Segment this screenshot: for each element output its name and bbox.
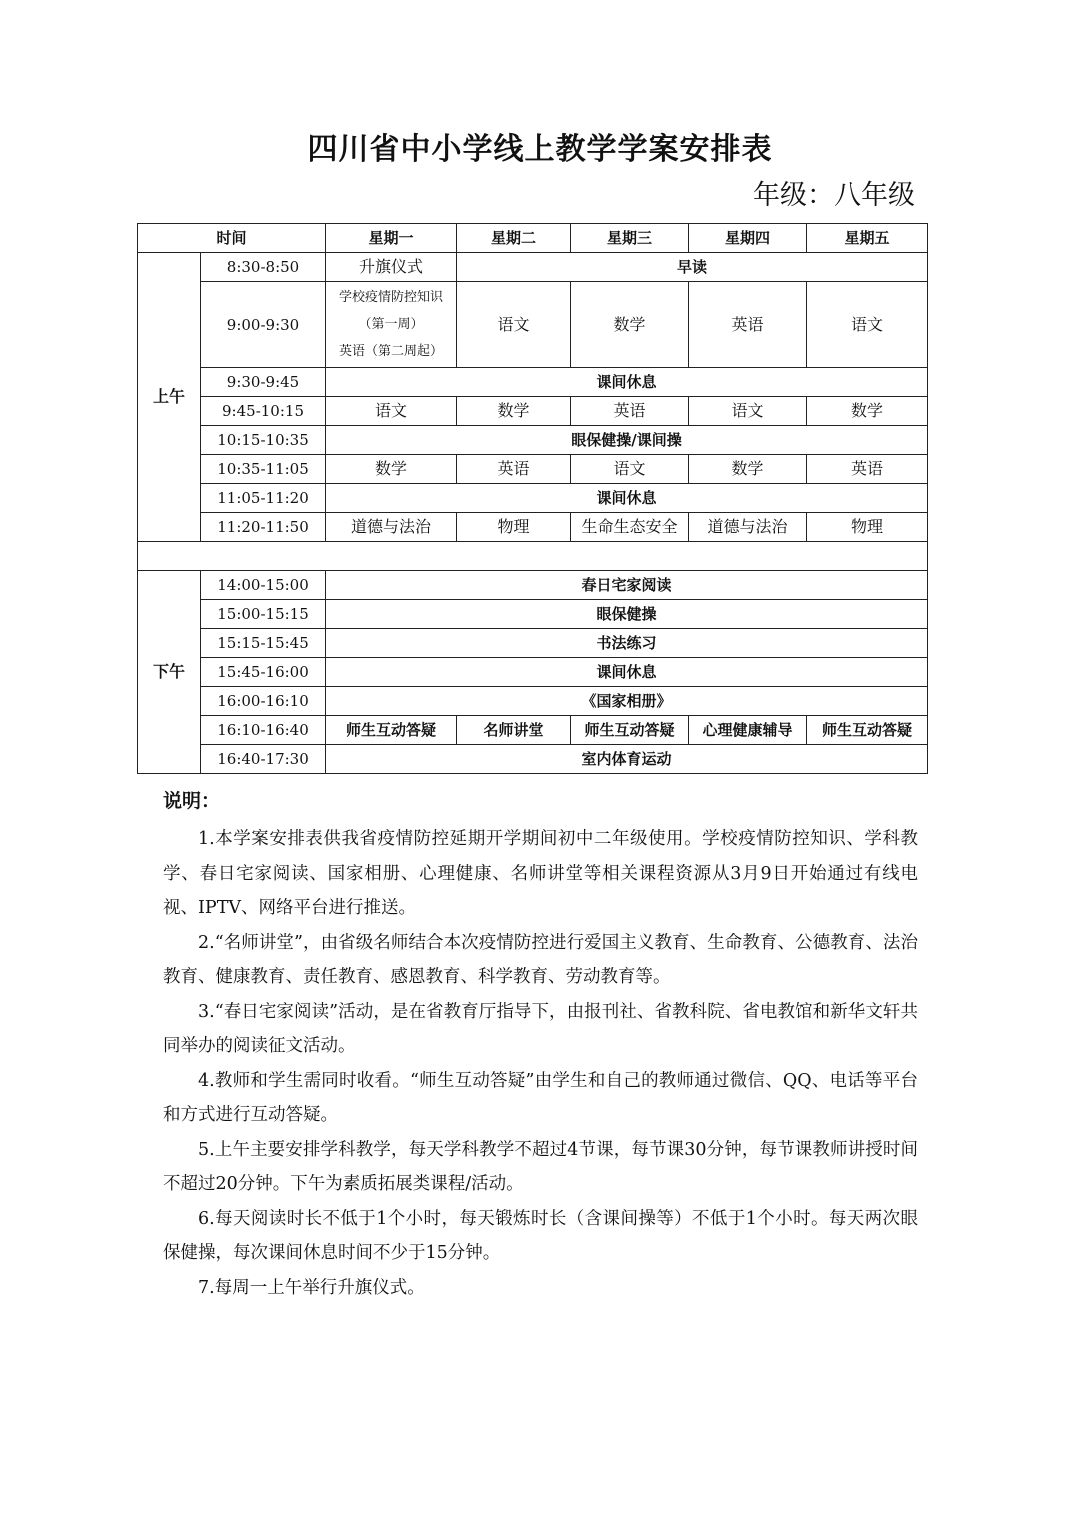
time-cell: 15:00-15:15: [201, 600, 326, 629]
cell-monday: 道德与法治: [326, 513, 457, 542]
span-cell: 《国家相册》: [326, 687, 928, 716]
time-cell: 11:05-11:20: [201, 484, 326, 513]
cell-wednesday: 数学: [571, 282, 689, 368]
time-cell: 11:20-11:50: [201, 513, 326, 542]
time-cell: 16:00-16:10: [201, 687, 326, 716]
cell-line: （第一周）: [358, 317, 424, 332]
schedule-table: [137, 223, 928, 774]
span-cell: 室内体育运动: [326, 745, 928, 774]
cell-tuesday: 英语: [457, 455, 571, 484]
span-cell: 课间休息: [326, 368, 928, 397]
table-row: [138, 397, 928, 426]
table-row: [138, 629, 928, 658]
time-cell: 10:35-11:05: [201, 455, 326, 484]
cell-wednesday: 生命生态安全: [571, 513, 689, 542]
span-cell: 春日宅家阅读: [326, 571, 928, 600]
cell-thursday: 心理健康辅导: [689, 716, 807, 745]
cell-wednesday: 英语: [571, 397, 689, 426]
cell-friday: 物理: [807, 513, 928, 542]
cell-monday: [326, 282, 457, 368]
time-cell: 8:30-8:50: [201, 253, 326, 282]
header-wednesday: 星期三: [571, 224, 689, 253]
notes-list: [163, 822, 918, 1305]
header-monday: 星期一: [326, 224, 457, 253]
span-cell: 眼保健操: [326, 600, 928, 629]
time-cell: 9:00-9:30: [201, 282, 326, 368]
cell-tuesday: 物理: [457, 513, 571, 542]
span-cell: 眼保健操/课间操: [326, 426, 928, 455]
cell-line: 学校疫情防控知识: [339, 290, 444, 305]
time-cell: 14:00-15:00: [201, 571, 326, 600]
time-cell: 10:15-10:35: [201, 426, 326, 455]
page-title: 四川省中小学线上教学学案安排表: [307, 132, 773, 167]
table-row: [138, 484, 928, 513]
time-cell: 9:45-10:15: [201, 397, 326, 426]
note-item: 2.“名师讲堂”，由省级名师结合本次疫情防控进行爱国主义教育、生命教育、公德教育、法治教育、健康教育、责任教育、感恩教育、科学教育、劳动教育等。: [163, 932, 918, 987]
cell-thursday: 英语: [689, 282, 807, 368]
cell-friday: 语文: [807, 282, 928, 368]
cell-thursday: 语文: [689, 397, 807, 426]
time-cell: 16:10-16:40: [201, 716, 326, 745]
time-cell: 16:40-17:30: [201, 745, 326, 774]
blank-row: [138, 542, 928, 571]
table-row: [138, 368, 928, 397]
cell-tuesday: 语文: [457, 282, 571, 368]
time-cell: 15:15-15:45: [201, 629, 326, 658]
table-row: [138, 687, 928, 716]
cell-wednesday: 语文: [571, 455, 689, 484]
cell-monday: 师生互动答疑: [326, 716, 457, 745]
table-row: [138, 513, 928, 542]
span-cell: 书法练习: [326, 629, 928, 658]
table-row: [138, 426, 928, 455]
cell-tuesday: 数学: [457, 397, 571, 426]
table-row: [138, 282, 928, 368]
cell-tuesday: 名师讲堂: [457, 716, 571, 745]
cell-wednesday: 师生互动答疑: [571, 716, 689, 745]
table-row: [138, 455, 928, 484]
cell-monday: 升旗仪式: [326, 253, 457, 282]
blank-cell: [138, 542, 928, 571]
note-item: 7.每周一上午举行升旗仪式。: [198, 1277, 425, 1298]
table-row: [138, 745, 928, 774]
morning-label: 上午: [138, 253, 201, 542]
header-time: 时间: [138, 224, 326, 253]
cell-monday: 数学: [326, 455, 457, 484]
note-item: 1.本学案安排表供我省疫情防控延期开学期间初中二年级使用。学校疫情防控知识、学科教学、春日宅家阅读、国家相册、心理健康、名师讲堂等相关课程资源从3月9日开始通过有线电视、IPTV、网络平台进行推送。: [163, 829, 918, 918]
cell-thursday: 数学: [689, 455, 807, 484]
table-row: [138, 658, 928, 687]
cell-friday: 英语: [807, 455, 928, 484]
header-thursday: 星期四: [689, 224, 807, 253]
time-cell: 15:45-16:00: [201, 658, 326, 687]
note-item: 6.每天阅读时长不低于1个小时，每天锻炼时长（含课间操等）不低于1个小时。每天两次眼保健操，每次课间休息时间不少于15分钟。: [163, 1208, 918, 1263]
note-item: 5.上午主要安排学科教学，每天学科教学不超过4节课，每节课30分钟，每节课教师讲授时间不超过20分钟。下午为素质拓展类课程/活动。: [163, 1139, 918, 1194]
table-row: [138, 600, 928, 629]
note-item: 4.教师和学生需同时收看。“师生互动答疑”由学生和自己的教师通过微信、QQ、电话等平台和方式进行互动答疑。: [163, 1070, 918, 1125]
grade-label: 年级：八年级: [753, 180, 915, 211]
cell-monday: 语文: [326, 397, 457, 426]
cell-friday: 师生互动答疑: [807, 716, 928, 745]
table-row: [138, 571, 928, 600]
cell-friday: 数学: [807, 397, 928, 426]
header-friday: 星期五: [807, 224, 928, 253]
span-cell: 早读: [457, 253, 928, 282]
note-item: 3.“春日宅家阅读”活动，是在省教育厅指导下，由报刊社、省教科院、省电教馆和新华文轩共同举办的阅读征文活动。: [163, 1001, 918, 1056]
afternoon-label: 下午: [138, 571, 201, 774]
table-row: [138, 716, 928, 745]
header-row: [138, 224, 928, 253]
header-tuesday: 星期二: [457, 224, 571, 253]
cell-line: 英语（第二周起）: [339, 344, 444, 359]
span-cell: 课间休息: [326, 658, 928, 687]
table-row: [138, 253, 928, 282]
span-cell: 课间休息: [326, 484, 928, 513]
cell-thursday: 道德与法治: [689, 513, 807, 542]
notes-title: 说明：: [163, 790, 221, 812]
time-cell: 9:30-9:45: [201, 368, 326, 397]
